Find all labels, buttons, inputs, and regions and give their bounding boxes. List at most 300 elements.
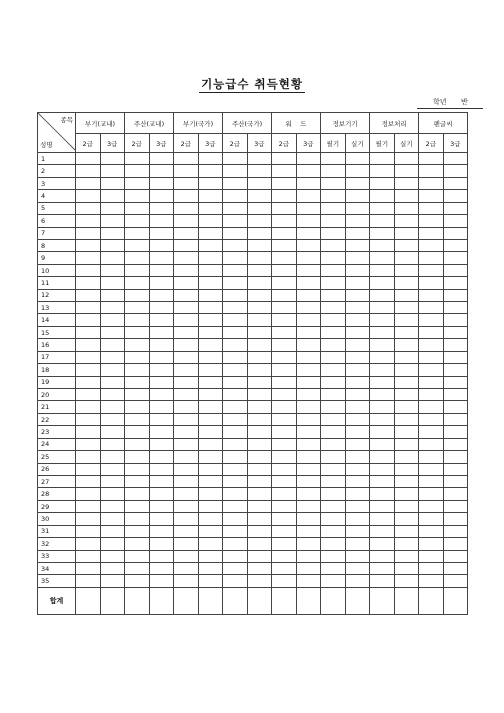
entry-cell[interactable] [76, 575, 101, 587]
entry-cell[interactable] [100, 153, 125, 165]
entry-cell[interactable] [419, 277, 444, 289]
entry-cell[interactable] [149, 165, 174, 177]
entry-cell[interactable] [394, 165, 419, 177]
entry-cell[interactable] [100, 401, 125, 413]
entry-cell[interactable] [198, 351, 223, 363]
entry-cell[interactable] [100, 438, 125, 450]
entry-cell[interactable] [198, 463, 223, 475]
entry-cell[interactable] [198, 364, 223, 376]
entry-cell[interactable] [370, 351, 395, 363]
entry-cell[interactable] [76, 252, 101, 264]
entry-cell[interactable] [247, 165, 272, 177]
entry-cell[interactable] [345, 364, 370, 376]
entry-cell[interactable] [443, 538, 468, 550]
entry-cell[interactable] [296, 339, 321, 351]
entry-cell[interactable] [125, 575, 150, 587]
entry-cell[interactable] [345, 177, 370, 189]
entry-cell[interactable] [394, 401, 419, 413]
entry-cell[interactable] [443, 215, 468, 227]
entry-cell[interactable] [149, 463, 174, 475]
entry-cell[interactable] [443, 239, 468, 251]
entry-cell[interactable] [419, 252, 444, 264]
entry-cell[interactable] [100, 314, 125, 326]
entry-cell[interactable] [370, 500, 395, 512]
entry-cell[interactable] [394, 314, 419, 326]
entry-cell[interactable] [321, 426, 346, 438]
entry-cell[interactable] [125, 389, 150, 401]
entry-cell[interactable] [394, 252, 419, 264]
entry-cell[interactable] [247, 314, 272, 326]
entry-cell[interactable] [149, 488, 174, 500]
entry-cell[interactable] [419, 513, 444, 525]
entry-cell[interactable] [419, 389, 444, 401]
entry-cell[interactable] [76, 401, 101, 413]
entry-cell[interactable] [443, 500, 468, 512]
entry-cell[interactable] [296, 426, 321, 438]
entry-cell[interactable] [174, 351, 199, 363]
entry-cell[interactable] [272, 475, 297, 487]
entry-cell[interactable] [345, 227, 370, 239]
entry-cell[interactable] [125, 215, 150, 227]
entry-cell[interactable] [100, 550, 125, 562]
entry-cell[interactable] [272, 264, 297, 276]
entry-cell[interactable] [370, 463, 395, 475]
entry-cell[interactable] [198, 302, 223, 314]
entry-cell[interactable] [443, 426, 468, 438]
entry-cell[interactable] [443, 513, 468, 525]
entry-cell[interactable] [394, 339, 419, 351]
entry-cell[interactable] [296, 401, 321, 413]
entry-cell[interactable] [321, 488, 346, 500]
entry-cell[interactable] [125, 401, 150, 413]
entry-cell[interactable] [174, 451, 199, 463]
entry-cell[interactable] [296, 575, 321, 587]
entry-cell[interactable] [125, 264, 150, 276]
entry-cell[interactable] [125, 513, 150, 525]
entry-cell[interactable] [345, 252, 370, 264]
entry-cell[interactable] [443, 314, 468, 326]
entry-cell[interactable] [247, 500, 272, 512]
entry-cell[interactable] [370, 252, 395, 264]
entry-cell[interactable] [443, 202, 468, 214]
entry-cell[interactable] [76, 302, 101, 314]
entry-cell[interactable] [394, 277, 419, 289]
entry-cell[interactable] [76, 314, 101, 326]
entry-cell[interactable] [174, 326, 199, 338]
entry-cell[interactable] [76, 525, 101, 537]
entry-cell[interactable] [370, 364, 395, 376]
entry-cell[interactable] [125, 314, 150, 326]
entry-cell[interactable] [419, 550, 444, 562]
entry-cell[interactable] [247, 339, 272, 351]
entry-cell[interactable] [345, 575, 370, 587]
entry-cell[interactable] [296, 488, 321, 500]
total-cell[interactable] [198, 587, 223, 614]
entry-cell[interactable] [223, 289, 248, 301]
entry-cell[interactable] [443, 252, 468, 264]
entry-cell[interactable] [345, 215, 370, 227]
entry-cell[interactable] [149, 215, 174, 227]
entry-cell[interactable] [443, 475, 468, 487]
entry-cell[interactable] [272, 376, 297, 388]
entry-cell[interactable] [174, 463, 199, 475]
entry-cell[interactable] [296, 227, 321, 239]
entry-cell[interactable] [443, 277, 468, 289]
entry-cell[interactable] [125, 488, 150, 500]
entry-cell[interactable] [394, 426, 419, 438]
entry-cell[interactable] [370, 314, 395, 326]
entry-cell[interactable] [247, 550, 272, 562]
entry-cell[interactable] [321, 165, 346, 177]
entry-cell[interactable] [321, 525, 346, 537]
entry-cell[interactable] [76, 475, 101, 487]
entry-cell[interactable] [321, 500, 346, 512]
entry-cell[interactable] [174, 401, 199, 413]
entry-cell[interactable] [443, 302, 468, 314]
entry-cell[interactable] [247, 562, 272, 574]
entry-cell[interactable] [296, 364, 321, 376]
entry-cell[interactable] [100, 277, 125, 289]
entry-cell[interactable] [198, 339, 223, 351]
entry-cell[interactable] [394, 389, 419, 401]
entry-cell[interactable] [149, 351, 174, 363]
entry-cell[interactable] [345, 239, 370, 251]
entry-cell[interactable] [223, 165, 248, 177]
entry-cell[interactable] [223, 190, 248, 202]
entry-cell[interactable] [345, 153, 370, 165]
entry-cell[interactable] [125, 351, 150, 363]
entry-cell[interactable] [198, 376, 223, 388]
entry-cell[interactable] [100, 177, 125, 189]
entry-cell[interactable] [272, 426, 297, 438]
entry-cell[interactable] [174, 252, 199, 264]
entry-cell[interactable] [247, 475, 272, 487]
entry-cell[interactable] [272, 339, 297, 351]
entry-cell[interactable] [394, 302, 419, 314]
entry-cell[interactable] [223, 538, 248, 550]
entry-cell[interactable] [125, 525, 150, 537]
entry-cell[interactable] [100, 339, 125, 351]
entry-cell[interactable] [247, 264, 272, 276]
entry-cell[interactable] [443, 351, 468, 363]
entry-cell[interactable] [370, 401, 395, 413]
entry-cell[interactable] [174, 376, 199, 388]
entry-cell[interactable] [321, 326, 346, 338]
entry-cell[interactable] [100, 239, 125, 251]
entry-cell[interactable] [272, 538, 297, 550]
entry-cell[interactable] [198, 538, 223, 550]
entry-cell[interactable] [223, 500, 248, 512]
entry-cell[interactable] [174, 364, 199, 376]
entry-cell[interactable] [419, 413, 444, 425]
entry-cell[interactable] [296, 562, 321, 574]
entry-cell[interactable] [174, 314, 199, 326]
entry-cell[interactable] [223, 153, 248, 165]
entry-cell[interactable] [100, 202, 125, 214]
total-cell[interactable] [296, 587, 321, 614]
entry-cell[interactable] [394, 463, 419, 475]
entry-cell[interactable] [223, 364, 248, 376]
entry-cell[interactable] [247, 239, 272, 251]
total-cell[interactable] [370, 587, 395, 614]
entry-cell[interactable] [321, 538, 346, 550]
entry-cell[interactable] [198, 438, 223, 450]
entry-cell[interactable] [272, 289, 297, 301]
entry-cell[interactable] [247, 426, 272, 438]
entry-cell[interactable] [370, 426, 395, 438]
entry-cell[interactable] [394, 190, 419, 202]
entry-cell[interactable] [321, 351, 346, 363]
entry-cell[interactable] [174, 488, 199, 500]
entry-cell[interactable] [321, 302, 346, 314]
entry-cell[interactable] [223, 302, 248, 314]
total-cell[interactable] [125, 587, 150, 614]
entry-cell[interactable] [321, 227, 346, 239]
entry-cell[interactable] [198, 326, 223, 338]
entry-cell[interactable] [419, 339, 444, 351]
entry-cell[interactable] [443, 165, 468, 177]
entry-cell[interactable] [443, 364, 468, 376]
entry-cell[interactable] [223, 575, 248, 587]
entry-cell[interactable] [149, 525, 174, 537]
entry-cell[interactable] [247, 202, 272, 214]
total-cell[interactable] [345, 587, 370, 614]
entry-cell[interactable] [345, 451, 370, 463]
entry-cell[interactable] [223, 339, 248, 351]
entry-cell[interactable] [174, 264, 199, 276]
entry-cell[interactable] [247, 326, 272, 338]
entry-cell[interactable] [443, 550, 468, 562]
entry-cell[interactable] [272, 302, 297, 314]
entry-cell[interactable] [443, 339, 468, 351]
entry-cell[interactable] [247, 153, 272, 165]
entry-cell[interactable] [76, 389, 101, 401]
entry-cell[interactable] [76, 227, 101, 239]
entry-cell[interactable] [370, 339, 395, 351]
entry-cell[interactable] [125, 277, 150, 289]
entry-cell[interactable] [76, 339, 101, 351]
entry-cell[interactable] [443, 376, 468, 388]
entry-cell[interactable] [198, 314, 223, 326]
entry-cell[interactable] [149, 364, 174, 376]
entry-cell[interactable] [247, 376, 272, 388]
entry-cell[interactable] [443, 190, 468, 202]
entry-cell[interactable] [149, 252, 174, 264]
entry-cell[interactable] [370, 153, 395, 165]
entry-cell[interactable] [125, 177, 150, 189]
entry-cell[interactable] [370, 389, 395, 401]
entry-cell[interactable] [321, 190, 346, 202]
entry-cell[interactable] [321, 513, 346, 525]
entry-cell[interactable] [174, 289, 199, 301]
entry-cell[interactable] [223, 389, 248, 401]
entry-cell[interactable] [125, 538, 150, 550]
entry-cell[interactable] [345, 302, 370, 314]
entry-cell[interactable] [100, 426, 125, 438]
entry-cell[interactable] [321, 562, 346, 574]
entry-cell[interactable] [370, 451, 395, 463]
entry-cell[interactable] [321, 202, 346, 214]
entry-cell[interactable] [149, 389, 174, 401]
entry-cell[interactable] [272, 500, 297, 512]
entry-cell[interactable] [76, 538, 101, 550]
entry-cell[interactable] [419, 302, 444, 314]
entry-cell[interactable] [321, 277, 346, 289]
entry-cell[interactable] [394, 227, 419, 239]
entry-cell[interactable] [296, 413, 321, 425]
entry-cell[interactable] [223, 562, 248, 574]
entry-cell[interactable] [223, 177, 248, 189]
entry-cell[interactable] [100, 289, 125, 301]
entry-cell[interactable] [76, 239, 101, 251]
entry-cell[interactable] [321, 252, 346, 264]
entry-cell[interactable] [149, 314, 174, 326]
entry-cell[interactable] [272, 513, 297, 525]
entry-cell[interactable] [296, 153, 321, 165]
entry-cell[interactable] [223, 475, 248, 487]
entry-cell[interactable] [125, 463, 150, 475]
entry-cell[interactable] [223, 438, 248, 450]
entry-cell[interactable] [296, 550, 321, 562]
entry-cell[interactable] [394, 413, 419, 425]
entry-cell[interactable] [394, 351, 419, 363]
total-cell[interactable] [247, 587, 272, 614]
entry-cell[interactable] [345, 525, 370, 537]
entry-cell[interactable] [321, 376, 346, 388]
entry-cell[interactable] [125, 413, 150, 425]
entry-cell[interactable] [247, 351, 272, 363]
entry-cell[interactable] [76, 190, 101, 202]
entry-cell[interactable] [345, 190, 370, 202]
entry-cell[interactable] [149, 438, 174, 450]
entry-cell[interactable] [370, 326, 395, 338]
entry-cell[interactable] [296, 438, 321, 450]
entry-cell[interactable] [419, 500, 444, 512]
entry-cell[interactable] [345, 513, 370, 525]
entry-cell[interactable] [296, 289, 321, 301]
entry-cell[interactable] [345, 538, 370, 550]
entry-cell[interactable] [272, 364, 297, 376]
entry-cell[interactable] [370, 562, 395, 574]
entry-cell[interactable] [174, 389, 199, 401]
entry-cell[interactable] [247, 513, 272, 525]
entry-cell[interactable] [125, 451, 150, 463]
entry-cell[interactable] [247, 389, 272, 401]
entry-cell[interactable] [345, 562, 370, 574]
entry-cell[interactable] [296, 513, 321, 525]
entry-cell[interactable] [394, 376, 419, 388]
entry-cell[interactable] [100, 525, 125, 537]
entry-cell[interactable] [125, 326, 150, 338]
entry-cell[interactable] [198, 575, 223, 587]
total-cell[interactable] [394, 587, 419, 614]
total-cell[interactable] [76, 587, 101, 614]
entry-cell[interactable] [76, 326, 101, 338]
entry-cell[interactable] [174, 562, 199, 574]
entry-cell[interactable] [345, 389, 370, 401]
entry-cell[interactable] [174, 475, 199, 487]
entry-cell[interactable] [149, 562, 174, 574]
entry-cell[interactable] [419, 438, 444, 450]
entry-cell[interactable] [149, 413, 174, 425]
entry-cell[interactable] [174, 550, 199, 562]
entry-cell[interactable] [345, 550, 370, 562]
entry-cell[interactable] [296, 239, 321, 251]
entry-cell[interactable] [100, 389, 125, 401]
entry-cell[interactable] [223, 513, 248, 525]
entry-cell[interactable] [443, 389, 468, 401]
entry-cell[interactable] [149, 227, 174, 239]
entry-cell[interactable] [321, 463, 346, 475]
entry-cell[interactable] [345, 326, 370, 338]
entry-cell[interactable] [174, 438, 199, 450]
entry-cell[interactable] [370, 376, 395, 388]
entry-cell[interactable] [370, 513, 395, 525]
entry-cell[interactable] [345, 339, 370, 351]
entry-cell[interactable] [443, 463, 468, 475]
entry-cell[interactable] [321, 438, 346, 450]
entry-cell[interactable] [272, 326, 297, 338]
entry-cell[interactable] [198, 239, 223, 251]
entry-cell[interactable] [345, 401, 370, 413]
entry-cell[interactable] [272, 451, 297, 463]
entry-cell[interactable] [76, 153, 101, 165]
entry-cell[interactable] [247, 289, 272, 301]
entry-cell[interactable] [149, 289, 174, 301]
entry-cell[interactable] [76, 451, 101, 463]
entry-cell[interactable] [321, 339, 346, 351]
entry-cell[interactable] [223, 239, 248, 251]
entry-cell[interactable] [272, 525, 297, 537]
entry-cell[interactable] [296, 451, 321, 463]
entry-cell[interactable] [296, 302, 321, 314]
entry-cell[interactable] [419, 575, 444, 587]
entry-cell[interactable] [100, 513, 125, 525]
entry-cell[interactable] [419, 488, 444, 500]
entry-cell[interactable] [443, 451, 468, 463]
entry-cell[interactable] [247, 538, 272, 550]
entry-cell[interactable] [247, 302, 272, 314]
entry-cell[interactable] [443, 488, 468, 500]
entry-cell[interactable] [345, 277, 370, 289]
entry-cell[interactable] [419, 538, 444, 550]
entry-cell[interactable] [321, 215, 346, 227]
entry-cell[interactable] [296, 475, 321, 487]
entry-cell[interactable] [272, 389, 297, 401]
entry-cell[interactable] [198, 277, 223, 289]
entry-cell[interactable] [321, 401, 346, 413]
entry-cell[interactable] [419, 426, 444, 438]
total-cell[interactable] [223, 587, 248, 614]
entry-cell[interactable] [321, 239, 346, 251]
entry-cell[interactable] [223, 426, 248, 438]
entry-cell[interactable] [419, 525, 444, 537]
entry-cell[interactable] [296, 389, 321, 401]
entry-cell[interactable] [198, 264, 223, 276]
entry-cell[interactable] [100, 227, 125, 239]
entry-cell[interactable] [296, 215, 321, 227]
entry-cell[interactable] [125, 475, 150, 487]
entry-cell[interactable] [247, 488, 272, 500]
entry-cell[interactable] [370, 302, 395, 314]
entry-cell[interactable] [394, 451, 419, 463]
entry-cell[interactable] [223, 277, 248, 289]
entry-cell[interactable] [419, 227, 444, 239]
entry-cell[interactable] [394, 264, 419, 276]
entry-cell[interactable] [247, 438, 272, 450]
entry-cell[interactable] [247, 252, 272, 264]
entry-cell[interactable] [223, 227, 248, 239]
